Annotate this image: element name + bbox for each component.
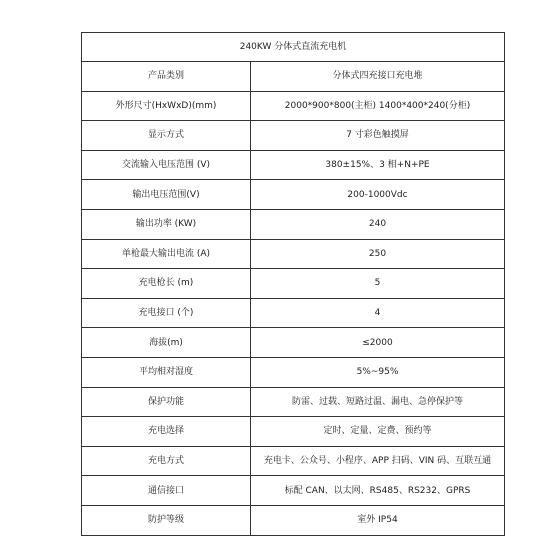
row-label: 交流输入电压范围 (V)	[82, 150, 251, 180]
row-value: 7 寸彩色触摸屏	[251, 121, 505, 151]
table-row	[82, 150, 505, 180]
row-value: 380±15%、3 相+N+PE	[251, 150, 505, 180]
row-value: 5%~95%	[251, 357, 505, 387]
table-row	[82, 62, 505, 92]
row-value: 定时、定量、定费、预约等	[251, 417, 505, 447]
row-value: 4	[251, 298, 505, 328]
table-row	[82, 91, 505, 121]
table-title: 240KW 分体式直流充电机	[82, 33, 505, 62]
row-label: 充电接口 (个)	[82, 298, 251, 328]
row-label: 防护等级	[82, 505, 251, 535]
row-label: 显示方式	[82, 121, 251, 151]
table-row	[82, 328, 505, 358]
row-label: 单枪最大输出电流 (A)	[82, 239, 251, 269]
table-row	[82, 269, 505, 299]
row-value: 5	[251, 269, 505, 299]
table-row	[82, 476, 505, 506]
table-row	[82, 239, 505, 269]
row-value: 标配 CAN、以太网、RS485、RS232、GPRS	[251, 476, 505, 506]
row-value: ≤2000	[251, 328, 505, 358]
spec-table-body	[82, 33, 505, 536]
table-row	[82, 209, 505, 239]
row-value: 240	[251, 209, 505, 239]
row-value: 分体式四充接口充电堆	[251, 62, 505, 92]
row-value: 250	[251, 239, 505, 269]
table-row	[82, 505, 505, 535]
table-row	[82, 417, 505, 447]
table-row	[82, 387, 505, 417]
row-value: 室外 IP54	[251, 505, 505, 535]
row-label: 充电方式	[82, 446, 251, 476]
table-row	[82, 180, 505, 210]
row-value: 2000*900*800(主柜) 1400*400*240(分柜)	[251, 91, 505, 121]
row-label: 输出电压范围(V)	[82, 180, 251, 210]
spec-table	[81, 32, 505, 536]
row-value: 200-1000Vdc	[251, 180, 505, 210]
row-label: 输出功率 (KW)	[82, 209, 251, 239]
table-row	[82, 298, 505, 328]
row-label: 海拔(m)	[82, 328, 251, 358]
table-row	[82, 446, 505, 476]
row-label: 充电选择	[82, 417, 251, 447]
row-label: 保护功能	[82, 387, 251, 417]
table-row	[82, 121, 505, 151]
table-row	[82, 357, 505, 387]
row-label: 产品类别	[82, 62, 251, 92]
row-label: 充电枪长 (m)	[82, 269, 251, 299]
table-title-row	[82, 33, 505, 62]
row-value: 充电卡、公众号、小程序、APP 扫码、VIN 码、互联互通	[251, 446, 505, 476]
row-label: 平均相对湿度	[82, 357, 251, 387]
row-label: 通信接口	[82, 476, 251, 506]
row-value: 防雷、过载、短路过温、漏电、急停保护等	[251, 387, 505, 417]
row-label: 外形尺寸(HxWxD)(mm)	[82, 91, 251, 121]
